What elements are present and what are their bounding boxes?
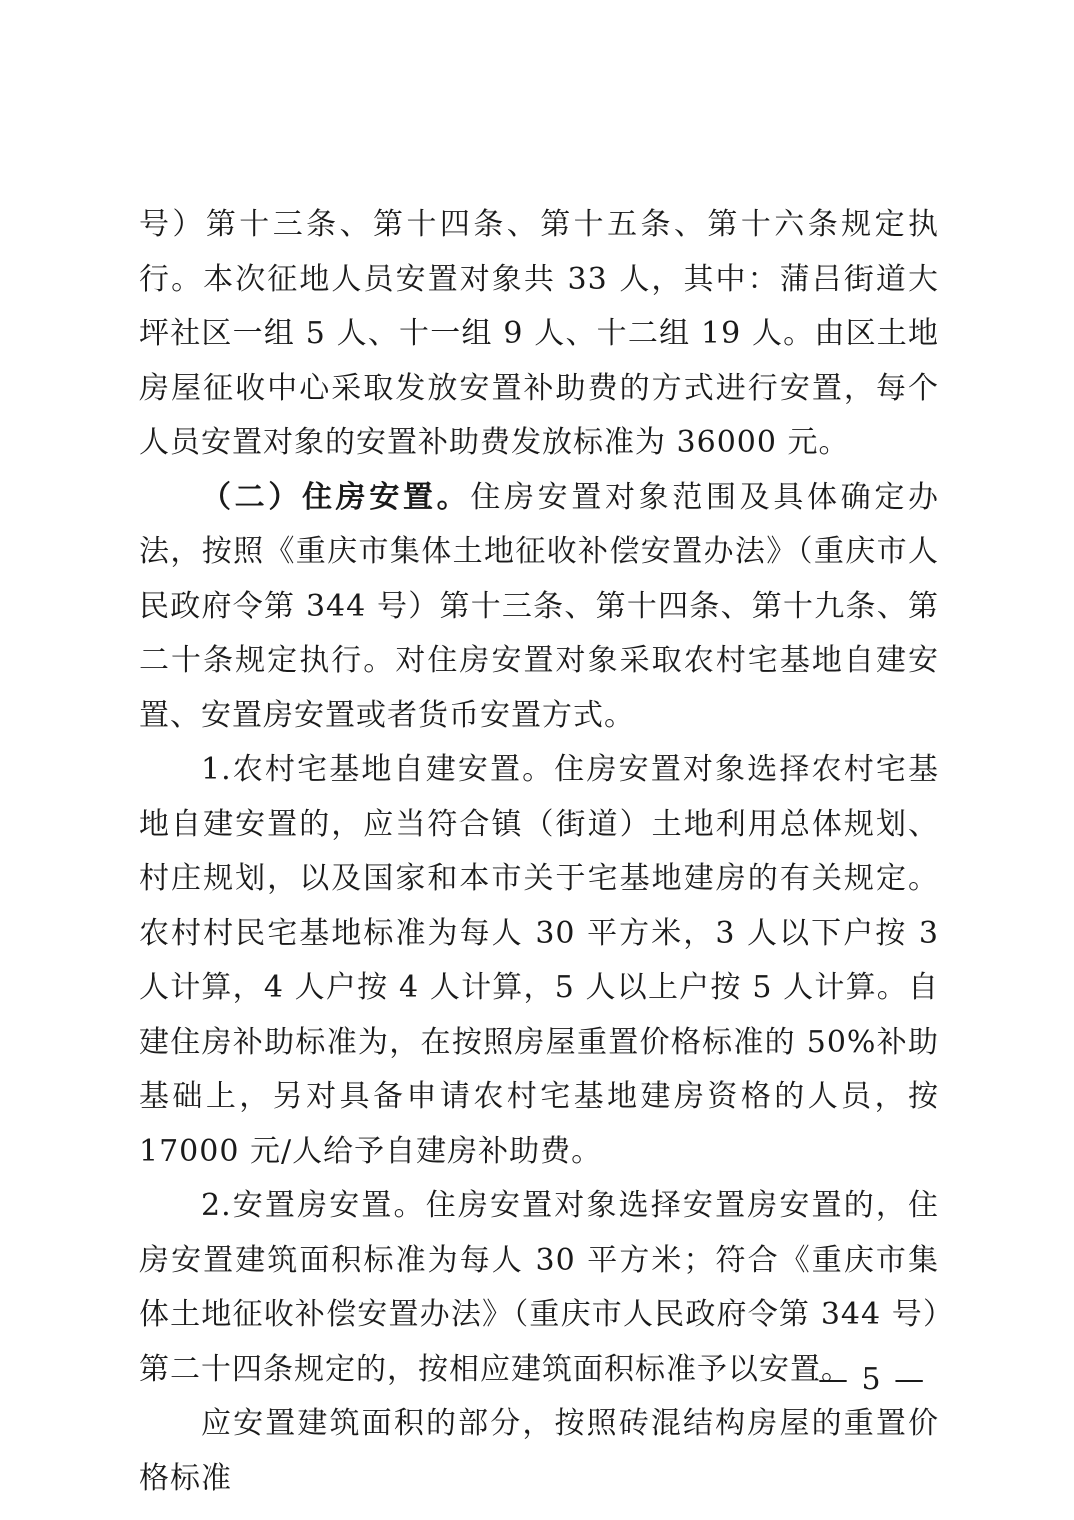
paragraph-text: 2.安置房安置。住房安置对象选择安置房安置的，住房安置建筑面积标准为每人 30 平方米；符合《重庆市集体土地征收补偿安置办法》（重庆市人民政府令第 344 号）第二十四条规定的，按相应建筑面积标准予以安置。 bbox=[139, 1188, 939, 1387]
paragraph-building-area bbox=[139, 1397, 939, 1506]
paragraph-resettlement-continued bbox=[139, 198, 939, 471]
paragraph-text: 号）第十三条、第十四条、第十五条、第十六条规定执行。本次征地人员安置对象共 33 人，其中：蒲吕街道大坪社区一组 5 人、十一组 9 人、十二组 19 人。由区土地房屋征收中心采取发放安置补助费的方式进行安置，每个人员安置对象的安置补助费发放标准为 36000 元。 bbox=[139, 207, 939, 460]
paragraph-text: 应安置建筑面积的部分，按照砖混结构房屋的重置价格标准 bbox=[139, 1406, 939, 1496]
document-body bbox=[139, 198, 939, 1506]
page-number: — 5 — bbox=[818, 1362, 927, 1397]
paragraph-text: 1.农村宅基地自建安置。住房安置对象选择农村宅基地自建安置的，应当符合镇（街道）土地利用总体规划、村庄规划，以及国家和本市关于宅基地建房的有关规定。农村村民宅基地标准为每人 30 平方米，3 人以下户按 3 人计算，4 人户按 4 人计算，5 人以上户按 5 人计算。自建住房补助标准为，在按照房屋重置价格标准的 50%补助基础上，另对具备申请农村宅基地建房资格的人员，按 17000 元/人给予自建房补助费。 bbox=[139, 752, 939, 1169]
paragraph-housing-resettlement bbox=[139, 471, 939, 744]
section-heading-housing: （二）住房安置。 bbox=[201, 479, 471, 515]
paragraph-text: 住房安置对象范围及具体确定办法，按照《重庆市集体土地征收补偿安置办法》（重庆市人民政府令第 344 号）第十三条、第十四条、第十九条、第二十条规定执行。对住房安置对象采取农村宅基地自建安置、安置房安置或者货币安置方式。 bbox=[139, 479, 940, 733]
paragraph-homestead-self-build bbox=[139, 743, 939, 1179]
